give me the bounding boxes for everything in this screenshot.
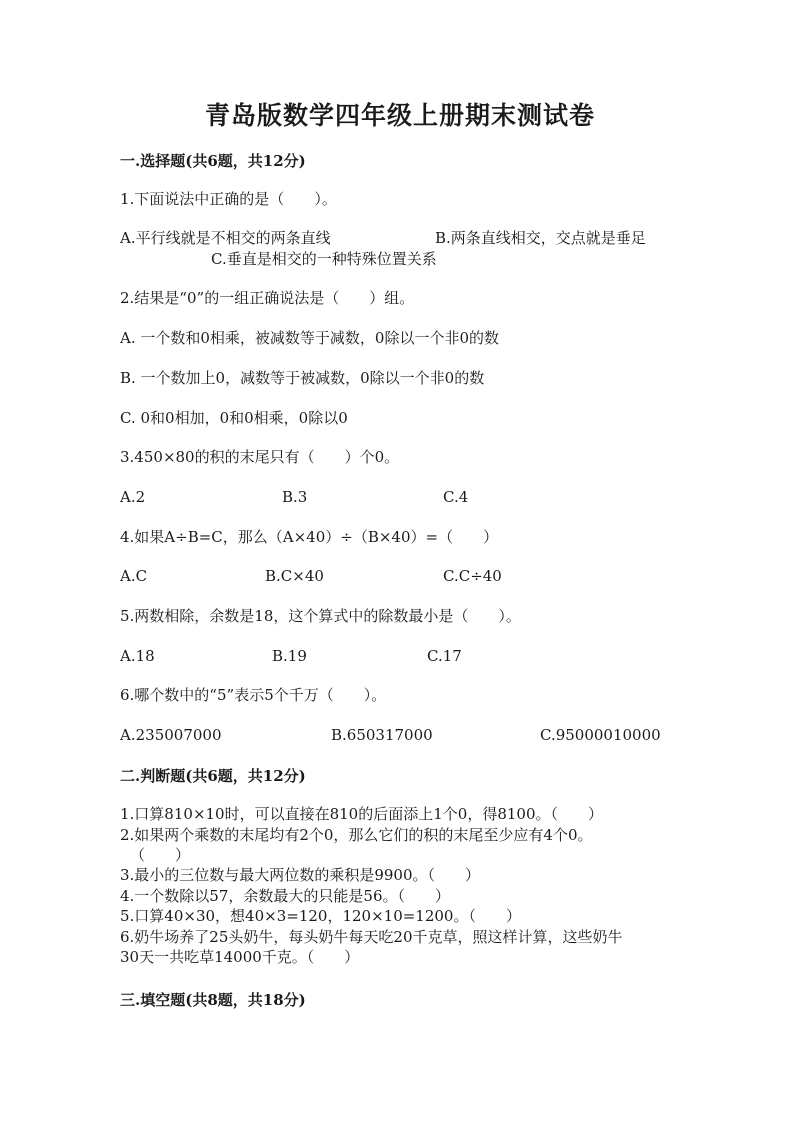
question-1-option-b: B.两条直线相交，交点就是垂足 [435, 229, 646, 247]
question-3-option-b: B.3 [282, 488, 308, 506]
question-3-stem: 3.450×80的积的末尾只有（ ）个0。 [120, 448, 400, 466]
question-1-stem: 1.下面说法中正确的是（ ）。 [120, 190, 337, 208]
question-2-option-b: B. 一个数加上0，减数等于被减数，0除以一个非0的数 [120, 369, 485, 387]
question-5-option-a: A.18 [120, 647, 155, 665]
question-1-option-a: A.平行线就是不相交的两条直线 [120, 229, 331, 247]
section-heading-fill-blank: 三.填空题(共8题，共18分) [120, 991, 306, 1009]
question-3-option-a: A.2 [120, 488, 146, 506]
judgement-line: 6.奶牛场养了25头奶牛，每头奶牛每天吃20千克草，照这样计算，这些奶牛 [120, 928, 623, 946]
judgement-line: 3.最小的三位数与最大两位数的乘积是9900。（ ） [120, 866, 480, 884]
question-6-option-c: C.95000010000 [540, 726, 661, 744]
judgement-line: 4.一个数除以57，余数最大的只能是56。（ ） [120, 887, 450, 905]
question-3-option-c: C.4 [443, 488, 469, 506]
question-2-option-c: C. 0和0相加，0和0相乘，0除以0 [120, 409, 348, 427]
question-5-stem: 5.两数相除，余数是18，这个算式中的除数最小是（ ）。 [120, 607, 521, 625]
question-6-stem: 6.哪个数中的“5”表示5个千万（ ）。 [120, 686, 387, 704]
question-2-stem: 2.结果是“0”的一组正确说法是（ ）组。 [120, 289, 415, 307]
question-4-option-c: C.C÷40 [443, 567, 502, 585]
judgement-line: 5.口算40×30，想40×3=120，120×10=1200。（ ） [120, 907, 521, 925]
question-2-option-a: A. 一个数和0相乘，被减数等于减数，0除以一个非0的数 [120, 329, 500, 347]
question-6-option-b: B.650317000 [331, 726, 433, 744]
judgement-line: （ ） [130, 846, 191, 864]
question-1-option-c: C.垂直是相交的一种特殊位置关系 [211, 250, 437, 268]
judgement-line: 2.如果两个乘数的末尾均有2个0，那么它们的积的末尾至少应有4个0。 [120, 826, 593, 844]
judgement-line: 30天一共吃草14000千克。（ ） [120, 948, 360, 966]
section-heading-judgement: 二.判断题(共6题，共12分) [120, 767, 306, 785]
question-5-option-c: C.17 [427, 647, 462, 665]
question-4-option-a: A.C [120, 567, 148, 585]
judgement-line: 1.口算810×10时，可以直接在810的后面添上1个0，得8100。（ ） [120, 805, 603, 823]
question-4-option-b: B.C×40 [265, 567, 324, 585]
question-4-stem: 4.如果A÷B=C，那么（A×40）÷（B×40）=（ ） [120, 528, 499, 546]
page-title: 青岛版数学四年级上册期末测试卷 [204, 101, 595, 130]
question-6-option-a: A.235007000 [120, 726, 222, 744]
question-5-option-b: B.19 [272, 647, 307, 665]
section-heading-choice: 一.选择题(共6题，共12分) [120, 152, 306, 170]
